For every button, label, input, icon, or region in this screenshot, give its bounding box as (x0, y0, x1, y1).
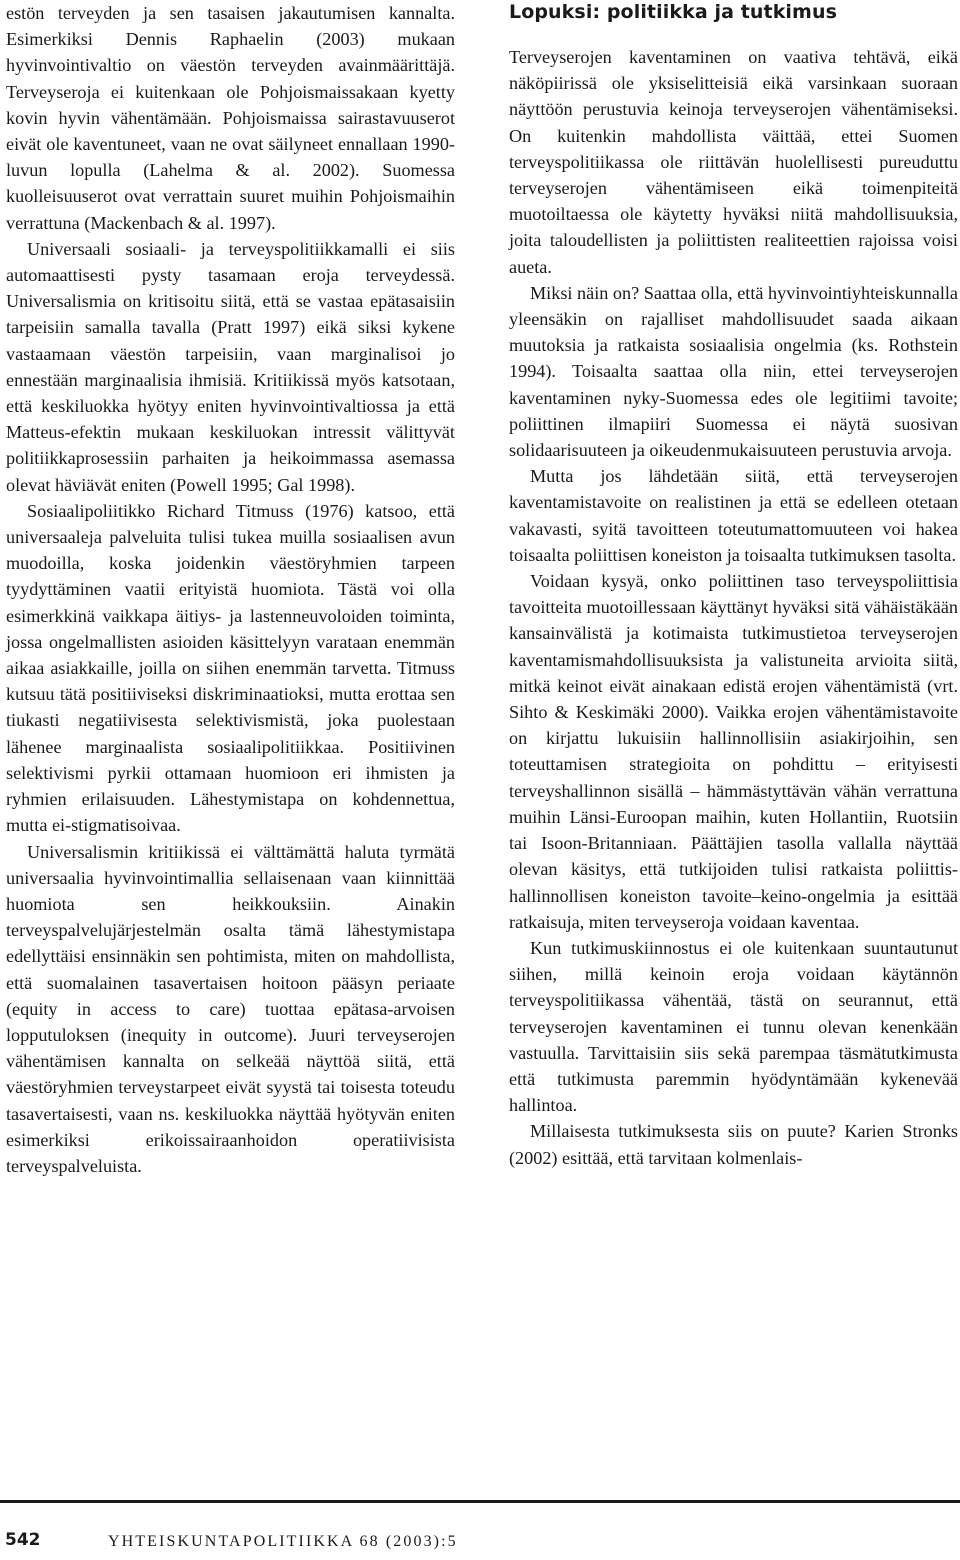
section-heading: Lopuksi: politiikka ja tutkimus (509, 1, 837, 23)
right-column (509, 0, 958, 1171)
body-paragraph: Miksi näin on? Saattaa olla, että hyvinvointiyhteiskunnalla yleensäkin on rajalliset mahdollisuudet saada aikaan muutoksia ja ratkaista sosiaalisia ongelmia (ks. Rothstein 1994). Toisaalta saattaa olla niin, ettei terveyserojen kaventaminen nyky-Suomessa edes ole legitiimi tavoite; poliittinen ilmapiiri Suomessa ei näytä suosivan solidaarisuuteen ja oikeudenmukaisuuteen perustuvia arvoja. (509, 282, 958, 461)
body-paragraph: Sosiaalipoliitikko Richard Titmuss (1976) katsoo, että universaaleja palveluita tulisi tukea muilla sosiaalisen avun muodoilla, koska joidenkin väestöryhmien tarpeen tyydyttäminen vaatii erityistä huomiota. Tästä voi olla esimerkkinä vaikkapa äitiys- ja lastenneuvoloiden toiminta, jossa ongelmallisten asioiden käsittelyyn varataan enemmän aikaa asiakkaille, joilla on siihen enemmän tarvetta. Titmuss kutsuu tätä positiiviseksi diskriminaatioksi, mutta erottaa sen tiukasti negatiivisesta selektivismistä, joka puolestaan lähenee marginaalista sosiaalipolitiikkaa. Positiivinen selektivismi pyrkii ottamaan huomioon eri ihmisten ja ryhmien erilaisuuden. Lähestymistapa on kohdennettua, mutta ei-stigmatisoivaa. (6, 500, 455, 836)
left-column (6, 0, 455, 1179)
journal-name: YHTEISKUNTAPOLITIIKKA 68 (2003):5 (108, 1533, 458, 1550)
body-paragraph: Universalismin kritiikissä ei välttämättä haluta tyrmätä universaalia hyvinvointimallia sellaisenaan vaan kiinnittää huomiota sen heikkouksiin. Ainakin terveyspalvelujärjestelmän osalta tämä lähestymistapa edellyttäisi ensinnäkin sen pohtimista, miten on mahdollista, että suomalainen tasavertaisen hoitoon pääsyn periaate (equity in access to care) tuottaa epätasa-arvoisen lopputuloksen (inequity in outcome). Juuri terveyserojen vähentämisen kannalta on selkeää näyttöä siitä, että väestöryhmien terveystarpeet eivät syystä tai toisesta toteudu tasavertaisesti, vaan ns. keskiluokka näyttää hyötyvän eniten esimerkiksi erikoissairaanhoidon operatiivisista terveyspalveluista. (6, 841, 455, 1176)
body-paragraph: Kun tutkimuskiinnostus ei ole kuitenkaan suuntautunut siihen, millä keinoin eroja voidaan käytännön terveyspolitiikassa vähentää, tästä on seurannut, että terveyserojen kaventaminen ei tunnu olevan kenenkään vastuulla. Tarvittaisiin siis sekä parempaa täsmätutkimusta että tutkimusta paremmin hyödyntämään kykenevää hallintoa. (509, 937, 958, 1116)
body-paragraph: Mutta jos lähdetään siitä, että terveyserojen kaventamistavoite on realistinen ja että se edelleen otetaan vakavasti, syitä tavoitteen toteutumattomuuteen voi hakea toisaalta poliittisen koneiston ja toisaalta tutkimuksen tasolta. (509, 466, 958, 565)
body-paragraph: Voidaan kysyä, onko poliittinen taso terveyspoliittisia tavoitteita muotoillessaan käyttänyt hyväksi sitä vähäistäkään kansainvälistä ja kotimaista tutkimustietoa terveyserojen kaventamismahdollisuuksista ja valistuneita arvioita siitä, mitkä keinot eivät ainakaan edistä erojen vähentämistä (vrt. Sihto & Keskimäki 2000). Vaikka erojen vähentämistavoite on kirjattu lukuisiin hallinnollisiin asiakirjoihin, sen toteuttamisen strategioita on pohdittu – erityisesti terveyshallinnon sisällä – hämmästyttävän vähän verrattuna muihin Länsi-Euroopan maihin, kuten Hollantiin, Ruotsiin tai Isoon-Britanniaan. Päättäjien tasolla vallalla näyttää olevan käsitys, että tutkijoiden tulisi ratkaista poliittis-hallinnollisen koneiston tavoite–keino-ongelmia ja esittää ratkaisuja, miten terveyseroja voidaan kaventaa. (509, 571, 958, 932)
page-footer (0, 1500, 960, 1560)
footer-divider (0, 1500, 960, 1503)
page-number: 542 (5, 1530, 41, 1550)
body-paragraph: estön terveyden ja sen tasaisen jakautumisen kannalta. Esimerkiksi Dennis Raphaelin (2003) mukaan hyvinvointivaltio on väestön terveyden avainmäärittäjä. Terveyseroja ei kuitenkaan ole Pohjoismaissakaan kyetty kovin hyvin vähentämään. Pohjoismaissa sairastavuuserot eivät ole kaventuneet, vaan ne ovat säilyneet ennallaan 1990-luvun lopulla (Lahelma & al. 2002). Suomessa kuolleisuuserot ovat verrattain suuret muihin Pohjoismaihin verrattuna (Mackenbach & al. 1997). (6, 3, 455, 233)
body-paragraph: Millaisesta tutkimuksesta siis on puute? Karien Stronks (2002) esittää, että tarvitaan kolmenlais- (509, 1121, 958, 1168)
body-paragraph: Terveyserojen kaventaminen on vaativa tehtävä, eikä näköpiirissä ole yksiselitteisiä eikä varsinkaan suoraan näyttöön perustuvia keinoja terveyserojen vähentämiseksi. On kuitenkin mahdollista väittää, ettei Suomen terveyspolitiikassa ole riittävän huolellisesti pureuduttu terveyserojen vähentämiseen eikä toimenpiteitä muotoiltaessa ole käytetty hyväksi niitä mahdollisuuksia, joita taloudellisten ja poliittisten realiteettien rajoissa voisi aueta. (509, 47, 958, 277)
body-paragraph: Universaali sosiaali- ja terveyspolitiikkamalli ei siis automaattisesti pysty tasamaan eroja terveydessä. Universalismia on kritisoitu siitä, että se vastaa epätasaisiin tarpeisiin samalla tavalla (Pratt 1997) eikä siksi kykene vastaamaan väestön tarpeisiin, vaan marginalisoi jo ennestään marginaalisia ihmisiä. Kritiikissä myös katsotaan, että keskiluokka hyötyy eniten hyvinvointivaltiossa ja että Matteus-efektin mukaan keskiluokan intressit välittyvät politiikkaprosessiin parhaiten ja heikoimmassa asemassa olevat häviävät eniten (Powell 1995; Gal 1998). (6, 238, 455, 495)
